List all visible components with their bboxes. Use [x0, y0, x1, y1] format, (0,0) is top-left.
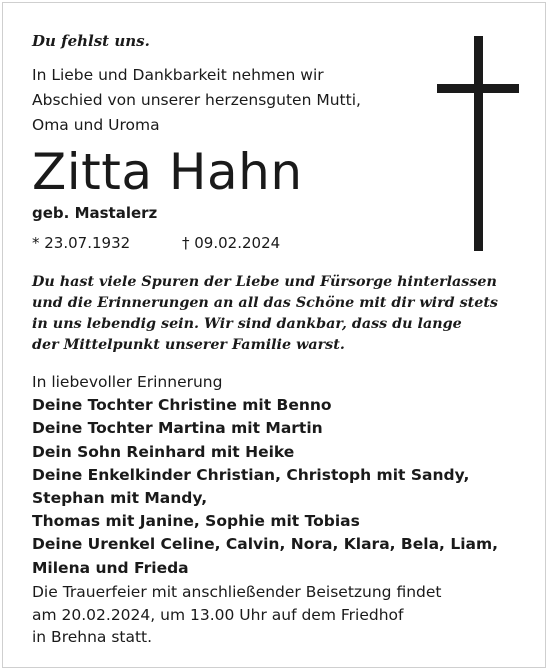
mourner-line: Deine Tochter Martina mit Martin [32, 419, 323, 438]
verse-line: Du hast viele Spuren der Liebe und Fürsorge hinterlassen [32, 274, 497, 290]
verse-line: in uns lebendig sein. Wir sind dankbar, dass du lange [32, 316, 462, 332]
verse-line: der Mittelpunkt unserer Familie warst. [32, 337, 345, 353]
verse-text [32, 272, 522, 356]
mourners-list [32, 371, 532, 580]
mourner-line: Deine Tochter Christine mit Benno [32, 396, 332, 415]
birth-date: * 23.07.1932 [32, 234, 131, 252]
cross-icon [437, 36, 519, 251]
service-line: am 20.02.2024, um 13.00 Uhr auf dem Friedhof [32, 605, 404, 624]
life-dates [32, 234, 302, 252]
mourner-line: Dein Sohn Reinhard mit Heike [32, 442, 295, 461]
birth-name: geb. Mastalerz [32, 204, 158, 222]
service-info [32, 581, 522, 649]
intro-line: Oma und Uroma [32, 116, 160, 134]
verse-line: und die Erinnerungen an all das Schöne mit dir wird stets [32, 295, 498, 311]
motto: Du fehlst uns. [32, 32, 150, 50]
service-line: in Brehna statt. [32, 628, 153, 646]
cross-vertical-bar [474, 36, 483, 251]
intro-line: In Liebe und Dankbarkeit nehmen wir [32, 66, 324, 84]
mourner-line: Deine Enkelkinder Christian, Christoph mit Sandy, [32, 465, 470, 484]
cross-horizontal-bar [437, 84, 519, 93]
mourner-line: Deine Urenkel Celine, Calvin, Nora, Klara, Bela, Liam, [32, 535, 499, 554]
mourners-intro: In liebevoller Erinnerung [32, 373, 223, 391]
intro-text [32, 63, 432, 138]
mourner-line: Milena und Frieda [32, 558, 189, 577]
deceased-name: Zitta Hahn [32, 143, 303, 201]
service-line: Die Trauerfeier mit anschließender Beisetzung findet [32, 583, 442, 601]
mourner-line: Thomas mit Janine, Sophie mit Tobias [32, 512, 360, 531]
mourner-line: Stephan mit Mandy, [32, 489, 208, 508]
death-date: † 09.02.2024 [182, 234, 281, 252]
intro-line: Abschied von unserer herzensguten Mutti, [32, 91, 361, 109]
